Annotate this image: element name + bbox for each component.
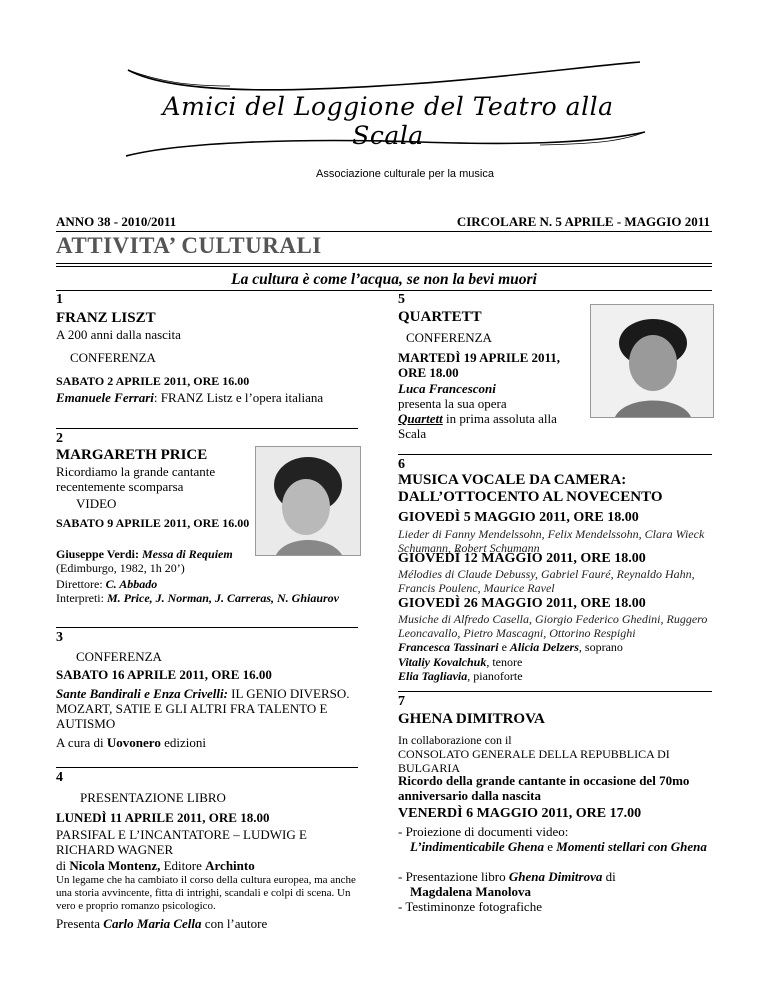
event-date: MARTEDÌ 19 APRILE 2011, ORE 18.00 xyxy=(398,350,561,380)
tribute: Ricordo della grande cantante in occasione del 70mo anniversario dalla nascita xyxy=(398,773,690,803)
event-type: CONFERENZA xyxy=(406,330,492,345)
book-title: PARSIFAL E L’INCANTATORE – LUDWIG E RICHARD WAGNER xyxy=(56,827,307,857)
collaboration: In collaborazione con il xyxy=(398,733,512,747)
event-date: GIOVEDÌ 5 MAGGIO 2011, ORE 18.00 xyxy=(398,510,639,525)
work: Messa di Requiem xyxy=(142,547,233,561)
divider xyxy=(398,454,712,455)
event-line xyxy=(398,411,583,441)
subtitle: Associazione culturale per la musica xyxy=(316,168,494,180)
event-date: GIOVEDÌ 12 MAGGIO 2011, ORE 18.00 xyxy=(398,551,646,566)
curator-prefix: A cura di xyxy=(56,735,107,750)
curator-line xyxy=(56,735,206,750)
section-subtitle: A 200 anni dalla nascita xyxy=(56,327,181,342)
event-date: SABATO 2 APRILE 2011, ORE 16.00 xyxy=(56,374,250,388)
section-number: 5 xyxy=(398,292,405,307)
event-description xyxy=(56,686,356,731)
performer-tenor xyxy=(398,655,522,669)
event-date: SABATO 16 APRILE 2011, ORE 16.00 xyxy=(56,667,272,682)
composer: Giuseppe Verdi: xyxy=(56,547,140,561)
book-title: Ghena Dimitrova xyxy=(508,869,603,884)
section-number: 1 xyxy=(56,292,63,307)
role: , soprano xyxy=(578,640,623,654)
publisher: Archinto xyxy=(205,858,255,873)
section-number: 4 xyxy=(56,770,63,785)
list-item: - Testiminonze fotografiche xyxy=(398,899,542,914)
circular-number: CIRCOLARE N. 5 APRILE - MAGGIO 2011 xyxy=(456,214,710,229)
portrait-image xyxy=(256,447,360,555)
program: Musiche di Alfredo Casella, Giorgio Federico Ghedini, Ruggero Leoncavallo, Pietro Mascagni, Ottorino Respighi xyxy=(398,612,708,640)
section-number: 2 xyxy=(56,431,63,446)
performers-line xyxy=(56,591,356,605)
role: , pianoforte xyxy=(467,669,523,683)
event-date: GIOVEDÌ 26 MAGGIO 2011, ORE 18.00 xyxy=(398,596,646,611)
speakers: Sante Bandirali e Enza Crivelli: xyxy=(56,686,228,701)
event-date: LUNEDÌ 11 APRILE 2011, ORE 18.00 xyxy=(56,810,270,825)
director-line xyxy=(56,577,356,591)
curator-suffix: edizioni xyxy=(160,735,206,750)
section-number: 3 xyxy=(56,630,63,645)
conjunction: e xyxy=(543,839,557,854)
author-line xyxy=(56,858,255,873)
event-type: CONFERENZA xyxy=(76,649,162,664)
work-note: in prima assoluta alla Scala xyxy=(398,411,557,441)
list-item xyxy=(398,869,616,884)
divider xyxy=(398,691,712,692)
event-date: SABATO 9 APRILE 2011, ORE 16.00 xyxy=(56,516,250,530)
singer-photo xyxy=(255,446,361,556)
publisher-prefix: Editore xyxy=(160,858,206,873)
topic: : FRANZ Listz e l’opera italiana xyxy=(153,390,324,405)
program: Mélodies di Claude Debussy, Gabriel Fauré, Reynaldo Hahn, Francis Poulenc, Maurice Ravel xyxy=(398,567,695,595)
logo-title: Amici del Loggione del Teatro alla Scala xyxy=(162,92,614,150)
event-type: CONFERENZA xyxy=(70,350,156,365)
event-line: presenta la sua opera xyxy=(398,396,507,411)
event-type: PRESENTAZIONE LIBRO xyxy=(80,790,226,805)
divider xyxy=(56,290,712,291)
event-program xyxy=(56,547,256,575)
author: Nicola Montenz, xyxy=(69,858,161,873)
performers: M. Price, J. Norman, J. Carreras, N. Ghiaurov xyxy=(106,591,340,605)
book-author: Magdalena Manolova xyxy=(410,884,531,899)
list-item: - Proiezione di documenti video: xyxy=(398,824,569,839)
section-subtitle: Ricordiamo la grande cantante recentemente scomparsa xyxy=(56,464,216,494)
event-description xyxy=(56,390,356,405)
year: ANNO 38 - 2010/2011 xyxy=(56,214,177,229)
speaker: Emanuele Ferrari xyxy=(56,390,154,405)
divider xyxy=(56,767,358,768)
section-title: MARGARETH PRICE xyxy=(56,447,208,463)
event-date: VENERDÌ 6 MAGGIO 2011, ORE 17.00 xyxy=(398,806,642,821)
presenter-prefix: Presenta xyxy=(56,916,104,931)
section-title: QUARTETT xyxy=(398,309,482,325)
presenter-suffix: con l’autore xyxy=(201,916,268,931)
performer-pianist xyxy=(398,669,523,683)
singer: Francesca Tassinari xyxy=(398,640,499,654)
curator: Uovonero xyxy=(106,735,161,750)
portrait-image xyxy=(591,305,713,417)
consulate: CONSOLATO GENERALE DELLA REPUBBLICA DI BULGARIA xyxy=(398,747,670,775)
topic: IL GENIO DIVERSO. MOZART, SATIE E GLI ALTRI FRA TALENTO E AUTISMO xyxy=(56,686,350,731)
presenter-line xyxy=(56,916,267,931)
speaker: Luca Francesconi xyxy=(398,381,496,396)
section-title: MUSICA VOCALE DA CAMERA: DALL’OTTOCENTO AL NOVECENTO xyxy=(398,472,663,505)
section-title: GHENA DIMITROVA xyxy=(398,711,545,727)
work-info: (Edimburgo, 1982, 1h 20’) xyxy=(56,561,185,575)
item-text: - Presentazione libro xyxy=(398,869,509,884)
by-prefix: di xyxy=(56,858,70,873)
composer-photo xyxy=(590,304,714,418)
work: Quartett xyxy=(398,411,443,426)
motto: La cultura è come l’acqua, se non la bevi muori xyxy=(231,271,537,288)
tenor: Vitaliy Kovalchuk xyxy=(398,655,487,669)
performers-label: Interpreti: xyxy=(56,591,107,605)
section-title: FRANZ LISZT xyxy=(56,310,156,326)
divider xyxy=(56,428,358,429)
role: , tenore xyxy=(486,655,523,669)
section-number: 6 xyxy=(398,457,405,472)
item-text: di xyxy=(602,869,616,884)
divider xyxy=(56,263,712,264)
conjunction: e xyxy=(498,640,510,654)
pianist: Elia Tagliavia xyxy=(398,669,468,683)
video-title: Momenti stellari con Ghena xyxy=(556,839,707,854)
book-description: Un legame che ha cambiato il corso della cultura europea, ma anche una storia avvincente, fitta di intrighi, scandali e colpi di scena. Un vero e proprio romanzo psicologico. xyxy=(56,874,356,912)
performers-soprano xyxy=(398,640,712,654)
singer: Alicia Delzers xyxy=(509,640,579,654)
divider xyxy=(56,266,712,267)
director-label: Direttore: xyxy=(56,577,106,591)
divider xyxy=(56,627,358,628)
presenter: Carlo Maria Cella xyxy=(103,916,202,931)
section-number: 7 xyxy=(398,694,405,709)
director: C. Abbado xyxy=(105,577,158,591)
video-title: L’indimenticabile Ghena xyxy=(410,839,544,854)
divider xyxy=(56,231,712,232)
list-item-detail xyxy=(410,839,712,854)
event-type: VIDEO xyxy=(76,496,117,511)
page-title: ATTIVITA’ CULTURALI xyxy=(56,233,322,258)
program: Lieder di Fanny Mendelssohn, Felix Mendelssohn, Clara Wieck Schumann, Robert Schumann xyxy=(398,527,705,555)
